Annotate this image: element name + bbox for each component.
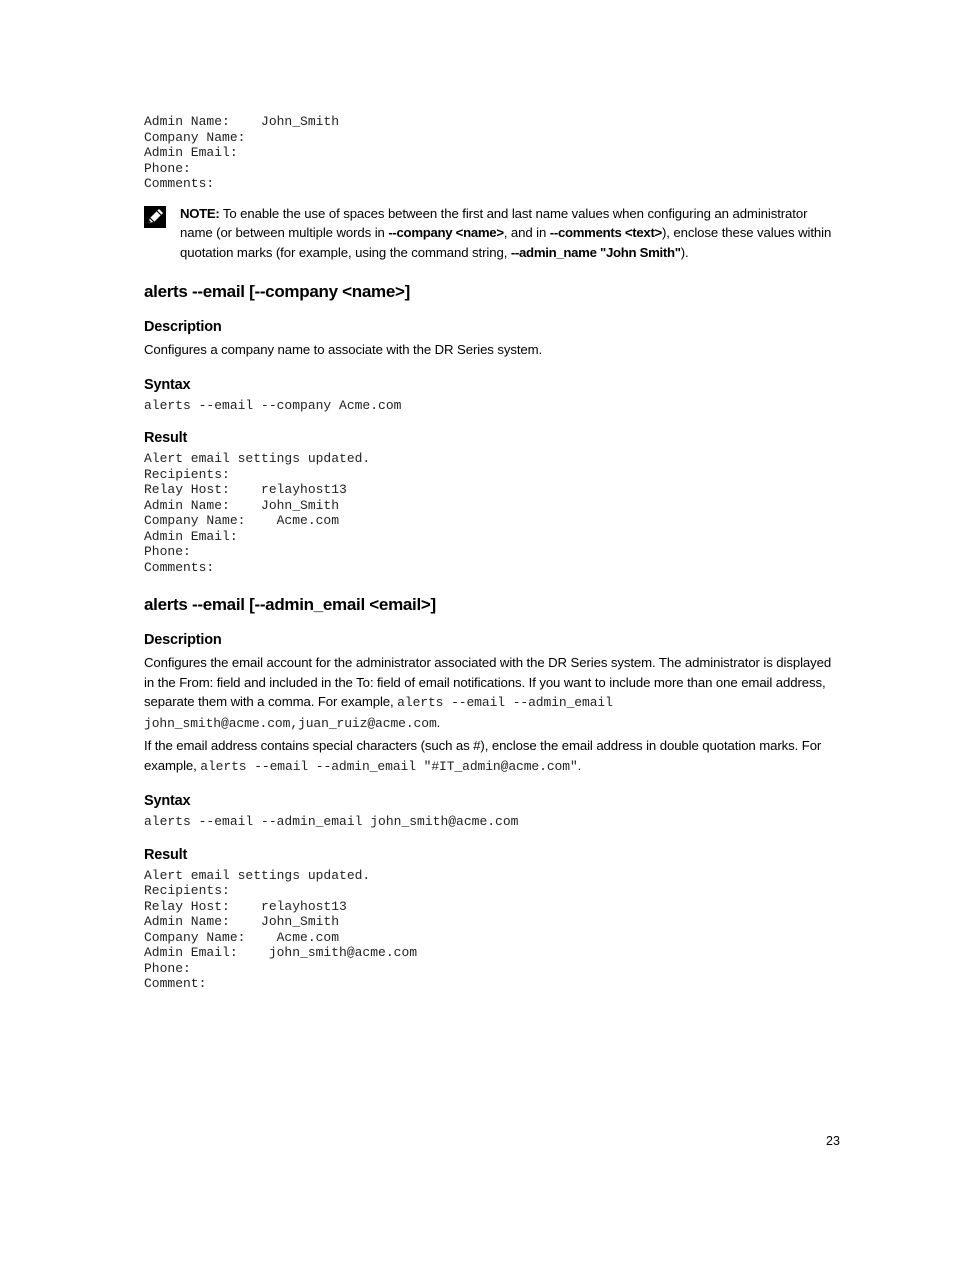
note-text-part: To enable the use of spaces between the first and last name values when configuring an administrator name (or between multiple words in [180,205,808,240]
note-text-part: ). [680,244,689,260]
note-bold: --company <name> [388,225,504,240]
result-code [144,868,836,992]
result-heading: Result [144,430,188,446]
note-text [180,204,836,263]
description-part: . [577,757,582,773]
code-line: Comments: [144,176,215,191]
code-output-top [144,114,836,192]
inline-code: alerts --email --admin_email "#IT_admin@acme.com" [200,758,578,774]
syntax-heading: Syntax [144,376,191,393]
note-bold: --comments <text> [549,225,662,240]
syntax-code: alerts --email --admin_email john_smith@acme.com [144,814,519,829]
code-line: Phone: [144,544,191,559]
note-text-part: ), enclose these values within quotation marks (for example, using the command string, [180,225,832,260]
code-line: Comment: [144,976,207,991]
code-line: Admin Name: John_Smith [144,914,340,929]
result-code [144,451,836,575]
code-line: Recipients: [144,466,230,482]
code-line: Comments: [144,559,215,575]
code-line: Admin Email: [144,145,238,160]
code-line: Alert email settings updated. [144,451,371,466]
code-line: Relay Host: relayhost13 [144,482,347,497]
code-line: Admin Name: John_Smith [144,114,340,129]
pencil-note-icon [144,206,166,228]
description-text: Configures a company name to associate with the DR Series system. [144,342,543,357]
description-heading: Description [144,632,222,648]
code-line: Phone: [144,960,191,976]
description-text [144,736,836,776]
description-heading: Description [144,319,222,335]
code-line: Company Name: [144,129,246,145]
note-block [144,204,836,263]
code-line: Company Name: Acme.com [144,513,340,528]
code-line: Admin Email: john_smith@acme.com [144,945,418,960]
section-title: alerts --email [--company <name>] [144,282,410,301]
note-label: NOTE: [180,205,220,221]
page-number: 23 [826,1134,840,1148]
description-part: Configures the email account for the administrator associated with the DR Series system. The administrator is displayed in the From: field and included in the To: field of email notifications. If you want to include more than one email address, separate them with a comma. For example, [144,655,832,709]
description-part: If the email address contains special characters (such as #), enclose the email address in double quotation marks. For example, [144,738,822,773]
code-line: Recipients: [144,883,230,898]
code-line: Alert email settings updated. [144,867,371,883]
inline-code: alerts --email --admin_email john_smith@acme.com,juan_ruiz@acme.com [144,695,613,731]
syntax-code: alerts --email --company Acme.com [144,397,402,413]
page-content [144,114,836,992]
result-heading: Result [144,846,188,863]
syntax-heading: Syntax [144,793,191,809]
section-title: alerts --email [--admin_email <email>] [144,595,436,614]
description-part: . [436,714,441,730]
code-line: Admin Email: [144,528,238,544]
code-line: Relay Host: relayhost13 [144,898,347,914]
code-line: Company Name: Acme.com [144,929,340,945]
note-text-part: , and in [503,225,550,240]
code-line: Phone: [144,160,191,176]
code-line: Admin Name: John_Smith [144,497,340,513]
note-bold: --admin_name "John Smith" [510,244,681,260]
description-text [144,653,836,733]
